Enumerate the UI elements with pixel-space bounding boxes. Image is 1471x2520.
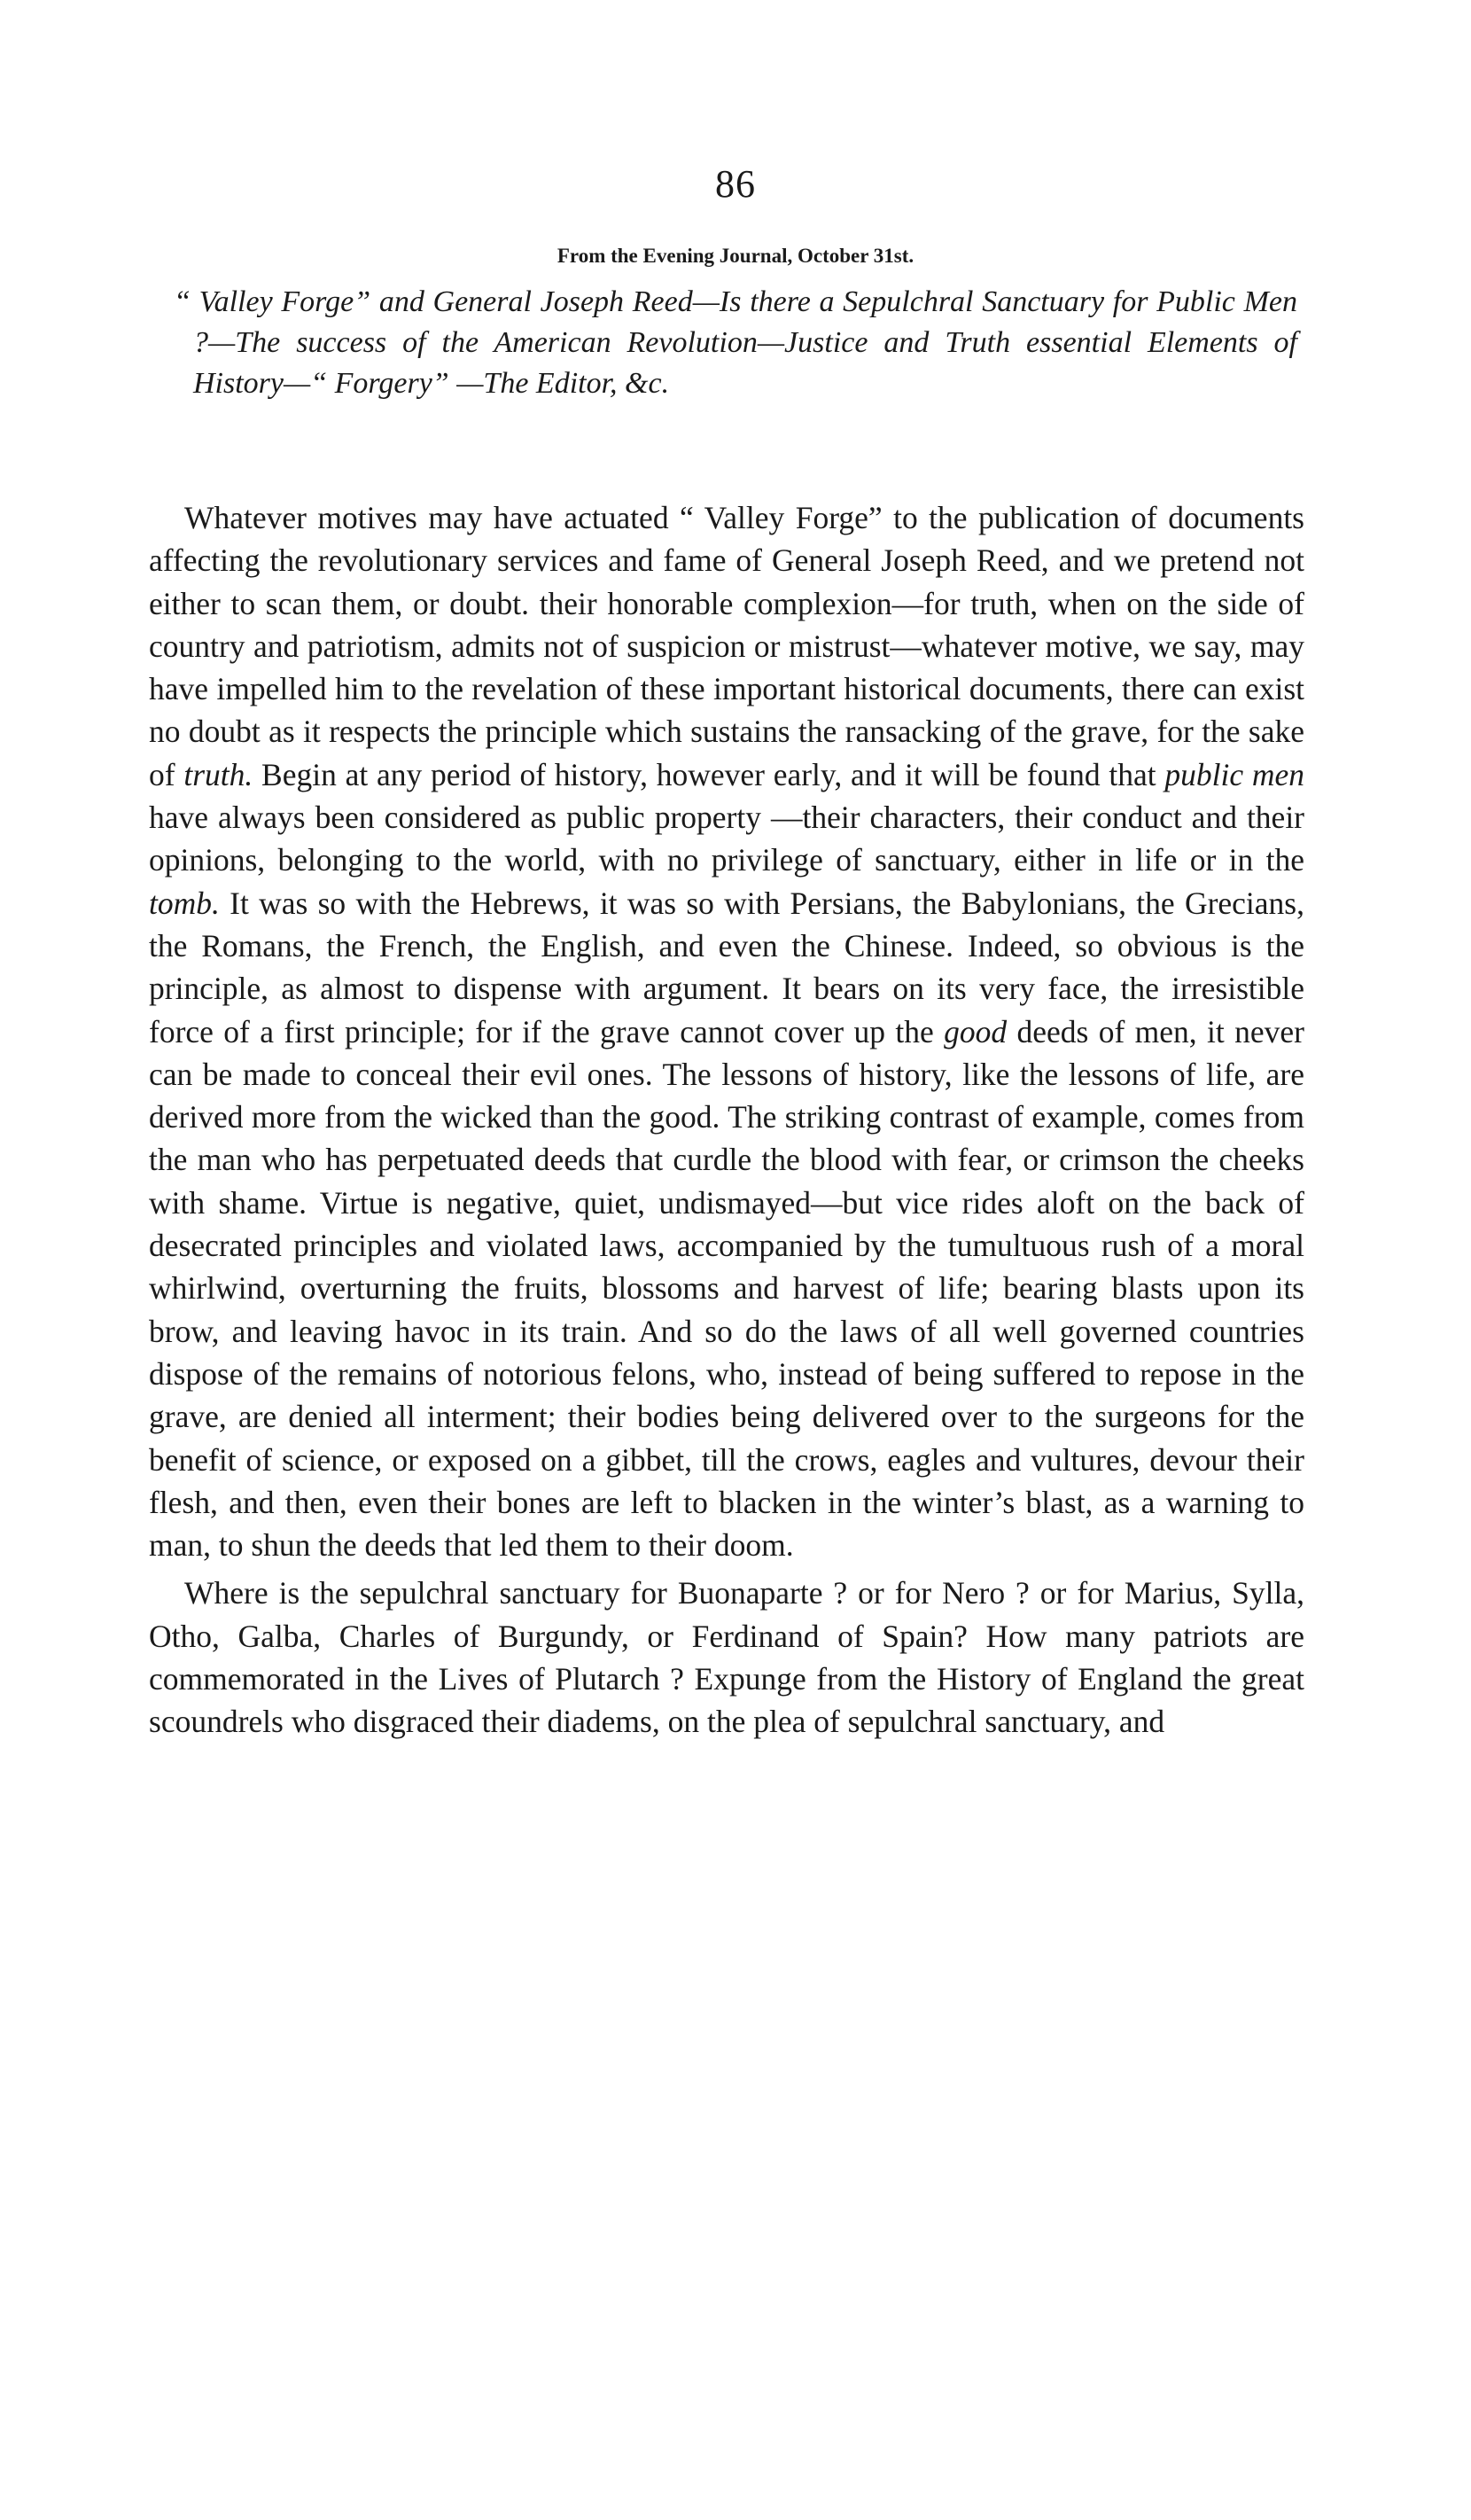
p1-text-4: It was so with the Hebrews, it was so with Persians, the Babylonians, the Grecians, the Romans, the French, the English, and even the Chinese. Indeed, so obvious is the principle, as almost to dispense with argument. It bears on its very face, the irresistible force of a first principle; for if the grave cannot cover up the [149, 885, 1304, 1049]
p1-emphasis-truth: truth. [183, 756, 253, 792]
article-body [149, 496, 1304, 1744]
paragraph-2: Where is the sepulchral sanctuary for Buonaparte ? or for Nero ? or for Marius, Sylla, Otho, Galba, Charles of Burgundy, or Ferdinand of Spain? How many patriots are commemorated in the Lives of Plutarch ? Expunge from the History of England the great scoundrels who disgraced their diadems, on the plea of sepulchral sanctuary, and [149, 1575, 1304, 1740]
p1-text-1: Whatever motives may have actuated “ Valley Forge” to the publication of documents affecting the revolutionary services and fame of General Joseph Reed, and we pretend not either to scan them, or doubt. their honorable complexion—for truth, when on the side of country and patriotism, admits not of suspicion or mistrust—whatever motive, we say, may have impelled him to the revelation of these important historical documents, there can exist no doubt as it respects the principle which sustains the ransacking of the grave, for the sake of [149, 500, 1304, 792]
p1-text-5: deeds of men, it never can be made to conceal their evil ones. The lessons of history, like the lessons of life, are derived more from the wicked than the good. The striking contrast of example, comes from the man who has perpetuated deeds that curdle the blood with fear, or crimson the cheeks with shame. Virtue is negative, quiet, undismayed—but vice rides aloft on the back of desecrated principles and violated laws, accompanied by the tumultuous rush of a moral whirlwind, overturning the fruits, blossoms and harvest of life; bearing blasts upon its brow, and leaving havoc in its train. And so do the laws of all well governed countries dispose of the remains of notorious felons, who, instead of being suffered to repose in the grave, are denied all interment; their bodies being delivered over to the surgeons for the benefit of science, or exposed on a gibbet, till the crows, eagles and vultures, devour their flesh, and then, even their bones are left to blacken in the winter’s blast, as a warning to man, to shun the deeds that led them to their doom. [149, 1013, 1304, 1564]
p1-emphasis-public-men: public men [1164, 756, 1304, 792]
article-headline: “ Valley Forge” and General Joseph Reed—Is there a Sepulchral Sanctuary for Public Men ?—The success of the American Revolution—Justice and Truth essential Elements of History—“ Forgery” —The Editor, &c. [174, 285, 1297, 400]
paragraph-1 [149, 496, 1304, 1566]
p1-emphasis-good: good [944, 1013, 1008, 1049]
p1-emphasis-tomb: tomb. [149, 885, 220, 921]
p1-text-2: Begin at any period of history, however early, and it will be found that [253, 756, 1156, 792]
p1-text-3: have always been considered as public property —their characters, their conduct and their opinions, belonging to the world, with no privilege of sanctuary, either in life or in the [149, 800, 1304, 878]
page-number: 86 [715, 162, 756, 206]
source-line: From the Evening Journal, October 31st. [556, 245, 915, 267]
